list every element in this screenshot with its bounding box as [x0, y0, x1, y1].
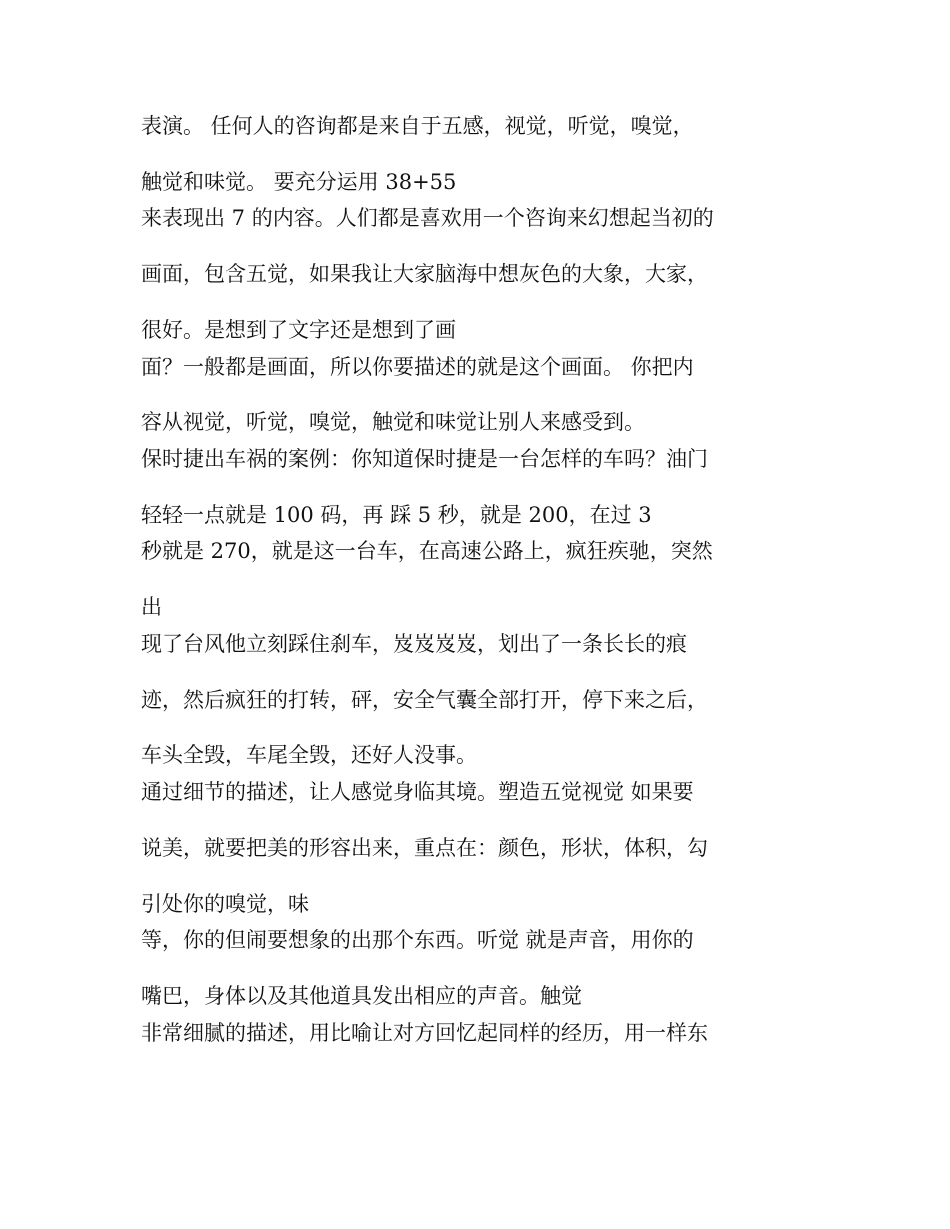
- body-text: [141, 108, 831, 1051]
- text-line: 现了台风他立刻踩住刹车，岌岌岌岌，划出了一条长长的痕: [141, 631, 687, 656]
- text-line: 嘴巴，身体以及其他道具发出相应的声音。触觉: [141, 983, 582, 1008]
- text-line: 保时捷出车祸的案例：你知道保时捷是一台怎样的车吗？油门: [141, 446, 708, 471]
- text-line: 秒就是 270，就是这一台车，在高速公路上，疯狂疾驰，突然: [141, 539, 713, 564]
- text-line: 通过细节的描述，让人感觉身临其境。塑造五觉视觉 如果要: [141, 779, 694, 804]
- text-line: 非常细腻的描述，用比喻让对方回忆起同样的经历，用一样东: [141, 1020, 708, 1045]
- text-line: 引处你的嗅觉，味: [141, 891, 309, 916]
- text-line: 面？一般都是画面，所以你要描述的就是这个画面。 你把内: [141, 354, 694, 379]
- text-line: 轻轻一点就是 100 码，再 踩 5 秒，就是 200，在过 3: [141, 502, 652, 527]
- text-line: 容从视觉，听觉，嗅觉，触觉和味觉让别人来感受到。: [141, 410, 645, 435]
- text-line: 等，你的但闹要想象的出那个东西。听觉 就是声音，用你的: [141, 928, 694, 953]
- text-line: 画面，包含五觉，如果我让大家脑海中想灰色的大象，大家，: [141, 262, 708, 287]
- text-line: 很好。是想到了文字还是想到了画: [141, 317, 456, 342]
- text-line: 车头全毁，车尾全毁，还好人没事。: [141, 743, 477, 768]
- text-line: 说美，就要把美的形容出来，重点在：颜色，形状，体积，勾: [141, 835, 708, 860]
- text-line: 出: [141, 595, 162, 620]
- text-line: 表演。 任何人的咨询都是来自于五感，视觉，听觉，嗅觉，: [141, 114, 694, 138]
- text-line: 触觉和味觉。 要充分运用 38+55: [141, 169, 457, 194]
- text-line: 迹，然后疯狂的打转，砰，安全气囊全部打开，停下来之后，: [141, 687, 708, 712]
- text-line: 来表现出 7 的内容。人们都是喜欢用一个咨询来幻想起当初的: [141, 206, 714, 231]
